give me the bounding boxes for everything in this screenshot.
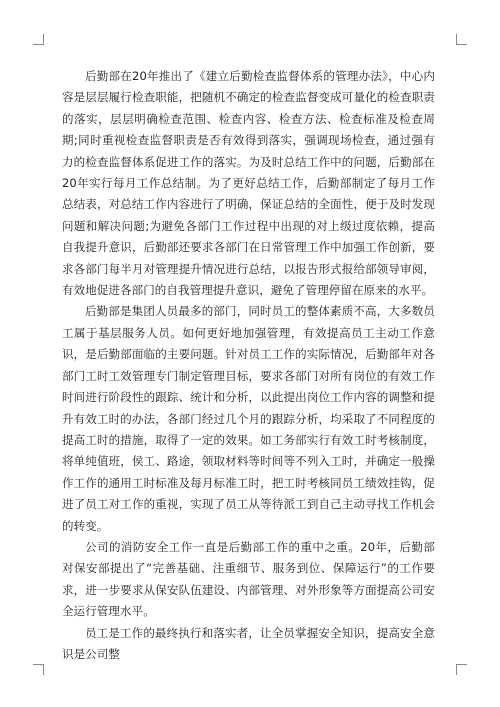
document-body [62,66,435,665]
paragraph-fire-safety: 公司的消防安全工作一直是后勤部工作的重中之重。20年，后勤部对保安部提出了“完善基础、注重细节、服务到位、保障运行”的工作要求，进一步要求从保安队伍建设、内部管理、对外形象等方面提高公司安全运行管理水平。 [62,539,435,619]
crop-mark-top-right [456,34,467,45]
crop-mark-bottom-left [33,664,44,675]
crop-mark-top-left [33,34,44,45]
paragraph-inspection-system: 后勤部在20年推出了《建立后勤检查监督体系的管理办法》，中心内容是层层履行检查职能，把随机不确定的检查监督变成可量化的检查职责的落实，层层明确检查范围、检查内容、检查方法、检查标准及检查周期;同时重视检查监督职责是否有效得到落实，强调现场检查，通过强有力的检查监督体系促进工作的落实。为及时总结工作中的问题，后勤部在20年实行每月工作总结制。为了更好总结工作，后勤部制定了每月工作总结表，对总结工作内容进行了明确，保证总结的全面性，便于及时发现问题和解决问题;为避免各部门工作过程中出现的对上级过度依赖，提高自我提升意识，后勤部还要求各部门在日常管理工作中加强工作创新，要求各部门每半月对管理提升情况进行总结，以报告形式报给部领导审阅，有效地促进各部门的自我管理提升意识，避免了管理停留在原来的水平。 [62,69,435,298]
paragraph-safety-awareness: 员工是工作的最终执行和落实者，让全员掌握安全知识，提高安全意识是公司整 [62,625,435,661]
crop-mark-bottom-right [456,664,467,675]
paragraph-staff-management: 后勤部是集团人员最多的部门，同时员工的整体素质不高，大多数员工属于基层服务人员。如何更好地加强管理，有效提高员工主动工作意识，是后勤部面临的主要问题。针对员工工作的实际情况，后勤部年对各部门工时工效管理专门制定管理目标，要求各部门对所有岗位的有效工作时间进行阶段性的跟踪、统计和分析，以此提出岗位工作内容的调整和提升有效工时的办法，各部门经过几个月的跟踪分析，均采取了不同程度的提高工时的措施，取得了一定的效果。如工务部实行有效工时考核制度，将单纯值班，侯工、路途，领取材料等时间等不列入工时，并确定一般操作工作的通用工时标准及每月标准工时，把工时考核同员工绩效挂钩，促进了员工对工作的重视，实现了员工从等待派工到自己主动寻找工作机会的转变。 [62,304,435,533]
